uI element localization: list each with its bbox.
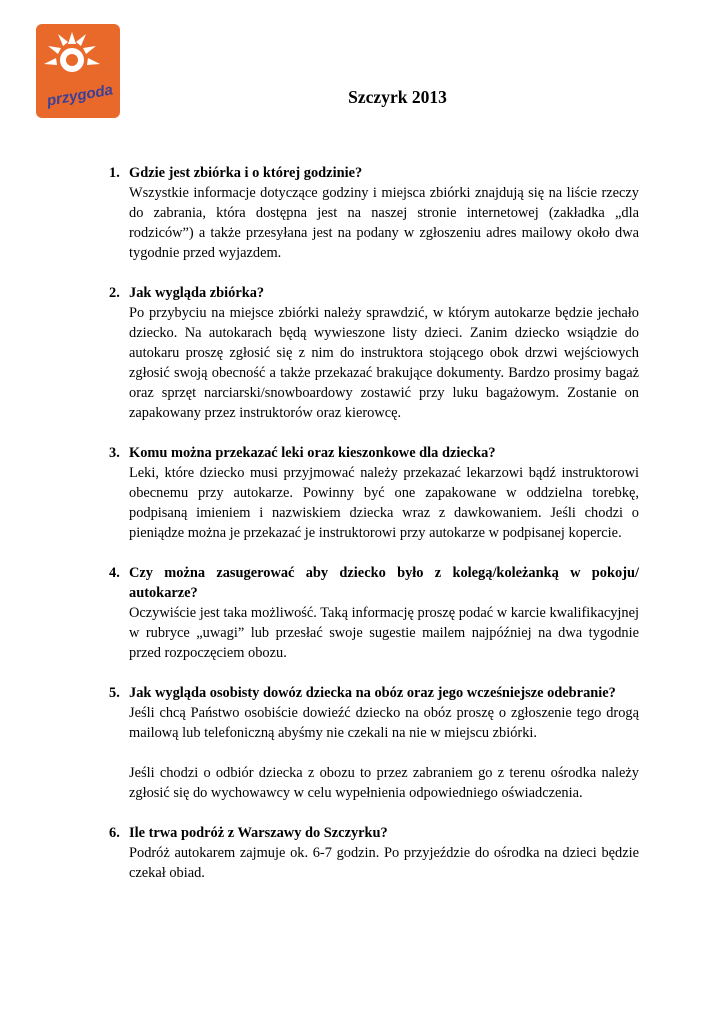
faq-answer: Po przybyciu na miejsce zbiórki należy sprawdzić, w którym autokarze będzie jechało dziecko. Na autokarach będą wywieszone listy dzieci. Zanim dziecko wsiądzie do autokaru proszę zgłosić się z nim do instruktora stojącego obok drzwi wejściowych zgłosić swoją obecność a także przekazać brakujące dokumenty. Bardzo prosimy bagaż oraz sprzęt narciarski/snowboardowy zostawić przy luku bagażowym. Zostanie on zapakowany przez instruktorów oraz kierowcę. bbox=[129, 305, 639, 421]
faq-number: 3. bbox=[109, 445, 120, 461]
faq-question: Komu można przekazać leki oraz kieszonkowe dla dziecka? bbox=[129, 445, 496, 461]
faq-item bbox=[109, 283, 639, 423]
page-title: Szczyrk 2013 bbox=[348, 87, 447, 107]
faq-question: Czy można zasugerować aby dziecko było z kolegą/koleżanką w pokoju/ autokarze? bbox=[129, 565, 639, 601]
faq-number: 1. bbox=[109, 165, 120, 181]
faq-answer: Leki, które dziecko musi przyjmować należy przekazać lekarzowi bądź instruktorowi obecnemu przy autokarze. Powinny być one zapakowane w oddzielna torebkę, podpisaną imieniem i nazwiskiem dziecka wraz z dawkowaniem. Jeśli chodzi o pieniądze można je przekazać je instruktorowi przy autokarze w podpisanej kopercie. bbox=[129, 465, 639, 541]
faq-item bbox=[109, 443, 639, 543]
faq-item bbox=[109, 823, 639, 883]
faq-answer: Oczywiście jest taka możliwość. Taką informację proszę podać w karcie kwalifikacyjnej w rubryce „uwagi” lub przesłać swoje sugestie mailem najpóźniej na dwa tygodnie przed rozpoczęciem obozu. bbox=[129, 605, 639, 661]
faq-number: 6. bbox=[109, 825, 120, 841]
faq-question: Jak wygląda osobisty dowóz dziecka na obóz oraz jego wcześniejsze odebranie? bbox=[129, 685, 616, 701]
faq-item bbox=[109, 163, 639, 263]
faq-item bbox=[109, 563, 639, 663]
faq-question: Ile trwa podróż z Warszawy do Szczyrku? bbox=[129, 825, 388, 841]
faq-question: Jak wygląda zbiórka? bbox=[129, 285, 265, 301]
faq-answer: Jeśli chodzi o odbiór dziecka z obozu to przez zabraniem go z terenu ośrodka należy zgłosić się do wychowawcy w celu wypełnienia odpowiedniego oświadczenia. bbox=[129, 765, 639, 801]
faq-answer: Jeśli chcą Państwo osobiście dowieźć dziecko na obóz proszę o zgłoszenie tego drogą mailową lub telefoniczną abyśmy nie czekali na nie w miejscu zbiórki. bbox=[129, 705, 639, 741]
faq-number: 2. bbox=[109, 285, 120, 301]
faq-answer: Wszystkie informacje dotyczące godziny i miejsca zbiórki znajdują się na liście rzeczy do zabrania, która dostępna jest na naszej stronie internetowej (zakładka „dla rodziców”) a także przesyłana jest na podany w zgłoszeniu adres mailowy około dwa tygodnie przed wyjazdem. bbox=[129, 185, 639, 261]
faq-number: 4. bbox=[109, 565, 120, 581]
faq-item bbox=[109, 683, 639, 803]
faq-question: Gdzie jest zbiórka i o której godzinie? bbox=[129, 165, 363, 181]
faq-list bbox=[109, 163, 639, 903]
faq-number: 5. bbox=[109, 685, 120, 701]
faq-answer: Podróż autokarem zajmuje ok. 6-7 godzin. Po przyjeździe do ośrodka na dzieci będzie czekał obiad. bbox=[129, 845, 639, 881]
svg-text:przygoda: przygoda bbox=[45, 81, 115, 110]
